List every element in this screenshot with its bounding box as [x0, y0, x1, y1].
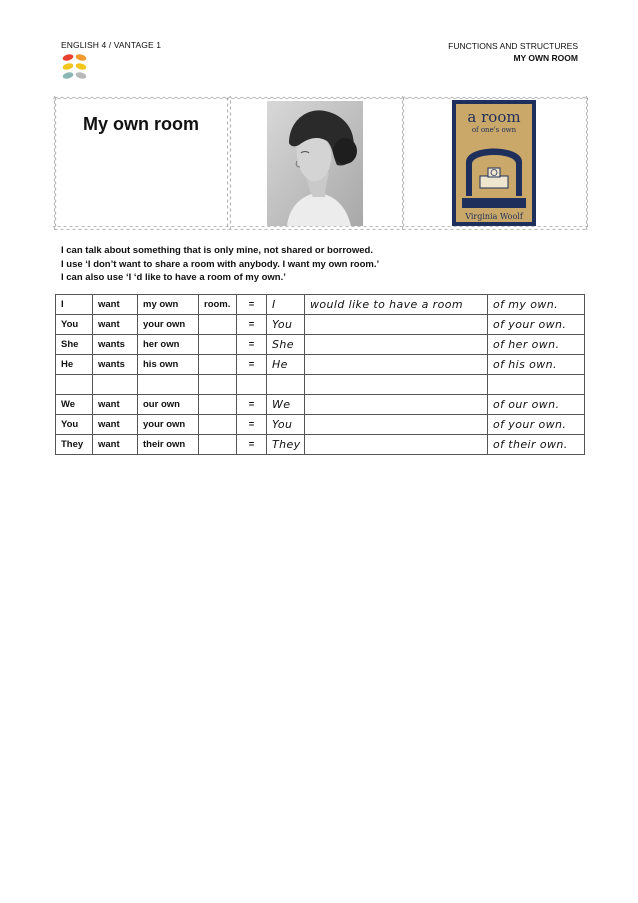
rewrite-ending-cell: of your own. — [488, 415, 585, 435]
table-row — [56, 375, 585, 395]
noun-cell: room. — [199, 295, 237, 315]
equals-cell: = — [237, 315, 267, 335]
subject-cell: You — [56, 415, 93, 435]
possessive-cell: your own — [138, 315, 199, 335]
subject-cell: She — [56, 335, 93, 355]
table-row — [56, 315, 585, 335]
noun-cell — [199, 375, 237, 395]
equals-cell: = — [237, 335, 267, 355]
possessive-cell: her own — [138, 335, 199, 355]
noun-cell — [199, 355, 237, 375]
verb-cell: want — [93, 435, 138, 455]
rewrite-phrase-cell: would like to have a room — [305, 295, 488, 315]
subject-cell: You — [56, 315, 93, 335]
subject-cell: They — [56, 435, 93, 455]
possessive-cell — [138, 375, 199, 395]
rewrite-subject-cell: You — [267, 315, 305, 335]
verb-cell — [93, 375, 138, 395]
book-cover-author: Virginia Woolf — [465, 212, 523, 221]
rewrite-ending-cell: of my own. — [488, 295, 585, 315]
verb-cell: want — [93, 415, 138, 435]
header-section — [448, 40, 578, 64]
page-title: My own room — [83, 114, 199, 134]
school-logo — [61, 53, 89, 81]
possessive-cell: our own — [138, 395, 199, 415]
header-course: ENGLISH 4 / VANTAGE 1 — [61, 40, 162, 50]
verb-cell: want — [93, 395, 138, 415]
header-section-subtitle: MY OWN ROOM — [513, 53, 578, 63]
verb-cell: wants — [93, 355, 138, 375]
grammar-table — [55, 294, 585, 455]
rewrite-phrase-cell — [305, 315, 488, 335]
rewrite-ending-cell — [488, 375, 585, 395]
table-row — [56, 435, 585, 455]
verb-cell: wants — [93, 335, 138, 355]
intro-line: I can also use ‘I ‘d like to have a room of my own.’ — [61, 272, 286, 283]
noun-cell — [199, 435, 237, 455]
title-banner — [53, 96, 588, 230]
verb-cell: want — [93, 315, 138, 335]
rewrite-ending-cell: of her own. — [488, 335, 585, 355]
equals-cell: = — [237, 355, 267, 375]
table-row — [56, 295, 585, 315]
rewrite-subject-cell: He — [267, 355, 305, 375]
equals-cell: = — [237, 435, 267, 455]
possessive-cell: his own — [138, 355, 199, 375]
rewrite-ending-cell: of their own. — [488, 435, 585, 455]
possessive-cell: their own — [138, 435, 199, 455]
rewrite-subject-cell: We — [267, 395, 305, 415]
noun-cell — [199, 335, 237, 355]
book-cover-subtitle: of one's own — [471, 126, 517, 134]
equals-cell — [237, 375, 267, 395]
intro-line: I use ‘I don’t want to share a room with anybody. I want my own room.’ — [61, 258, 380, 270]
book-cover-title: a room — [467, 108, 521, 126]
rewrite-subject-cell: She — [267, 335, 305, 355]
verb-cell: want — [93, 295, 138, 315]
noun-cell — [199, 315, 237, 335]
rewrite-subject-cell: They — [267, 435, 305, 455]
intro-line: I can talk about something that is only mine, not shared or borrowed. — [61, 245, 373, 256]
rewrite-subject-cell: I — [267, 295, 305, 315]
subject-cell: I — [56, 295, 93, 315]
subject-cell: He — [56, 355, 93, 375]
portrait-photo — [267, 101, 363, 226]
subject-cell: We — [56, 395, 93, 415]
rewrite-ending-cell: of your own. — [488, 315, 585, 335]
rewrite-phrase-cell — [305, 375, 488, 395]
table-row — [56, 395, 585, 415]
table-row — [56, 415, 585, 435]
rewrite-phrase-cell — [305, 435, 488, 455]
rewrite-phrase-cell — [305, 335, 488, 355]
noun-cell — [199, 415, 237, 435]
book-cover-image — [452, 100, 536, 226]
noun-cell — [199, 395, 237, 415]
rewrite-phrase-cell — [305, 415, 488, 435]
header-section-title: FUNCTIONS AND STRUCTURES — [448, 41, 578, 51]
intro-text — [61, 244, 379, 285]
rewrite-ending-cell: of our own. — [488, 395, 585, 415]
rewrite-ending-cell: of his own. — [488, 355, 585, 375]
rewrite-subject-cell — [267, 375, 305, 395]
table-row — [56, 335, 585, 355]
equals-cell: = — [237, 415, 267, 435]
rewrite-phrase-cell — [305, 395, 488, 415]
equals-cell: = — [237, 295, 267, 315]
rewrite-subject-cell: You — [267, 415, 305, 435]
table-row — [56, 355, 585, 375]
subject-cell — [56, 375, 93, 395]
rewrite-phrase-cell — [305, 355, 488, 375]
equals-cell: = — [237, 395, 267, 415]
possessive-cell: my own — [138, 295, 199, 315]
possessive-cell: your own — [138, 415, 199, 435]
